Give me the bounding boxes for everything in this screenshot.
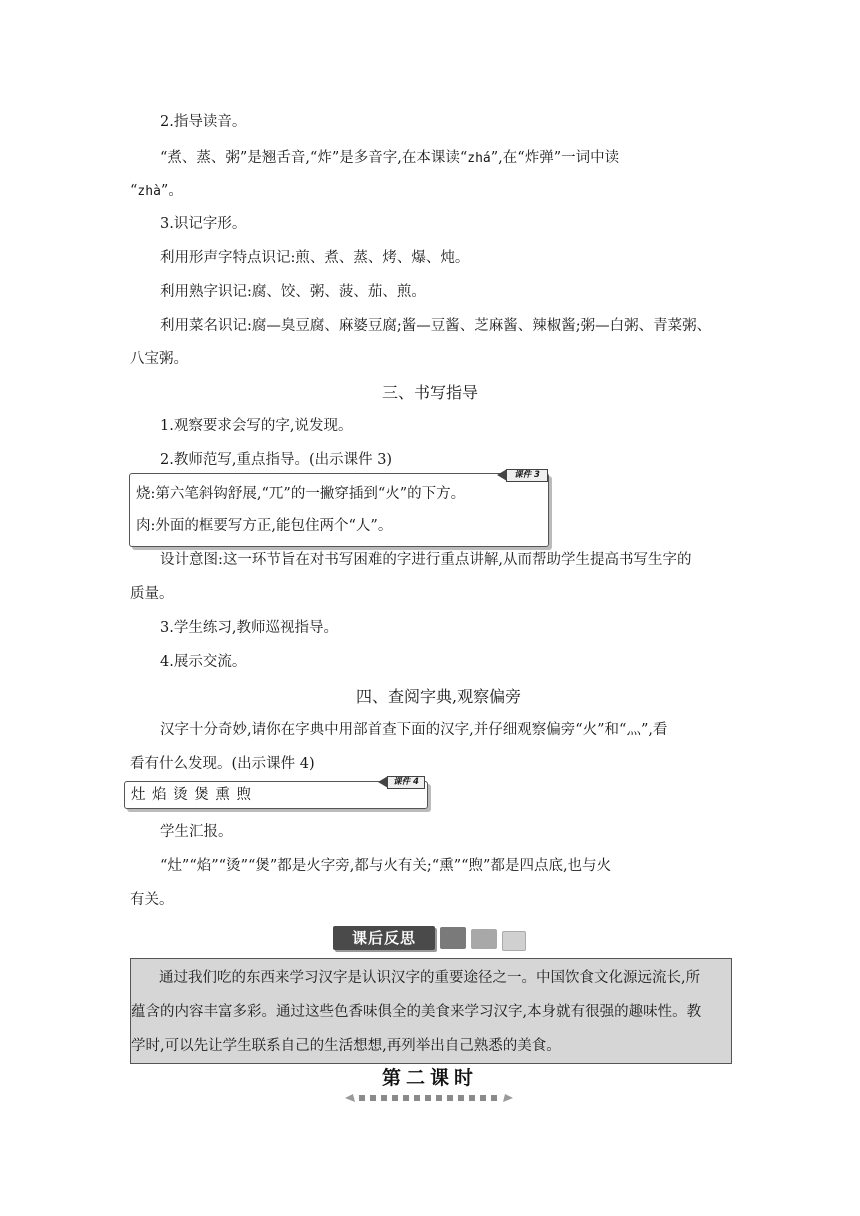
section3-item4: 4.展示交流。	[160, 654, 247, 670]
banner-square-mid	[471, 929, 497, 949]
shape-method-phonetic: 利用形声字特点识记:煎、煮、蒸、烤、爆、炖。	[160, 250, 470, 266]
design-intent-line2: 质量。	[130, 586, 174, 602]
lesson-title-underline-decoration	[345, 1094, 513, 1102]
reflection-banner-title: 课后反思	[333, 926, 435, 950]
shape-method-dishes-line1: 利用菜名识记:腐—臭豆腐、麻婆豆腐;酱—豆酱、芝麻酱、辣椒酱;粥—白粥、青菜粥、	[160, 318, 712, 334]
section3-item3: 3.学生练习,教师巡视指导。	[160, 620, 338, 636]
item-guide-pronunciation: 2.指导读音。	[160, 114, 247, 130]
lesson-title: 第二课时	[381, 1067, 478, 1089]
conclusion-line2: 有关。	[130, 892, 174, 908]
reflection-panel	[130, 958, 732, 1064]
item-memorize-shape: 3.识记字形。	[160, 216, 247, 232]
courseware4-chars: 灶 焰 烫 煲 熏 煦	[131, 787, 253, 803]
section3-item2: 2.教师范写,重点指导。(出示课件 3)	[160, 452, 393, 468]
banner-square-dark	[440, 927, 466, 949]
courseware3-tag: 课件 3	[506, 469, 548, 482]
section4-heading: 四、查阅字典,观察偏旁	[356, 687, 522, 706]
pinyin-zha2: zhá	[467, 151, 491, 166]
text-segment: ”。	[160, 183, 183, 199]
courseware3-line2: 肉:外面的框要写方正,能包住两个“人”。	[136, 518, 393, 534]
courseware4-tag: 课件 4	[387, 776, 425, 789]
conclusion-line1: “灶”“焰”“烫”“煲”都是火字旁,都与火有关;“熏”“煦”都是四点底,也与火	[160, 858, 612, 874]
shape-method-dishes-line2: 八宝粥。	[130, 351, 188, 367]
section4-intro-line1: 汉字十分奇妙,请你在字典中用部首查下面的汉字,并仔细观察偏旁“火”和“灬”,看	[160, 722, 668, 738]
text-segment: “煮、蒸、粥”是翘舌音,“炸”是多音字,在本课读“	[160, 150, 468, 166]
student-report: 学生汇报。	[160, 824, 233, 840]
reflection-line1: 通过我们吃的东西来学习汉字是认识汉字的重要途径之一。中国饮食文化源远流长,所	[159, 970, 701, 986]
pronunciation-paragraph-line2	[130, 181, 183, 202]
courseware4-card	[124, 777, 428, 809]
section3-heading: 三、书写指导	[382, 383, 479, 402]
section4-intro-line2: 看有什么发现。(出示课件 4)	[130, 756, 315, 772]
banner-square-light	[502, 931, 526, 951]
courseware3-card	[129, 470, 549, 547]
text-segment: ”,在“炸弹”一词中读	[490, 150, 620, 166]
pinyin-zha4: zhà	[137, 184, 161, 199]
reflection-line3: 学时,可以先让学生联系自己的生活想想,再列举出自己熟悉的美食。	[131, 1038, 561, 1054]
pronunciation-paragraph-line1	[160, 148, 619, 169]
reflection-line2: 蕴含的内容丰富多彩。通过这些色香味俱全的美食来学习汉字,本身就有很强的趣味性。教	[131, 1004, 702, 1020]
courseware3-line1: 烧:第六笔斜钩舒展,“兀”的一撇穿插到“火”的下方。	[136, 486, 466, 502]
design-intent-line1: 设计意图:这一环节旨在对书写困难的字进行重点讲解,从而帮助学生提高书写生字的	[160, 552, 692, 568]
shape-method-familiar: 利用熟字识记:腐、饺、粥、菠、茄、煎。	[160, 284, 426, 300]
text-segment: “	[130, 183, 138, 199]
section3-item1: 1.观察要求会写的字,说发现。	[160, 418, 353, 434]
